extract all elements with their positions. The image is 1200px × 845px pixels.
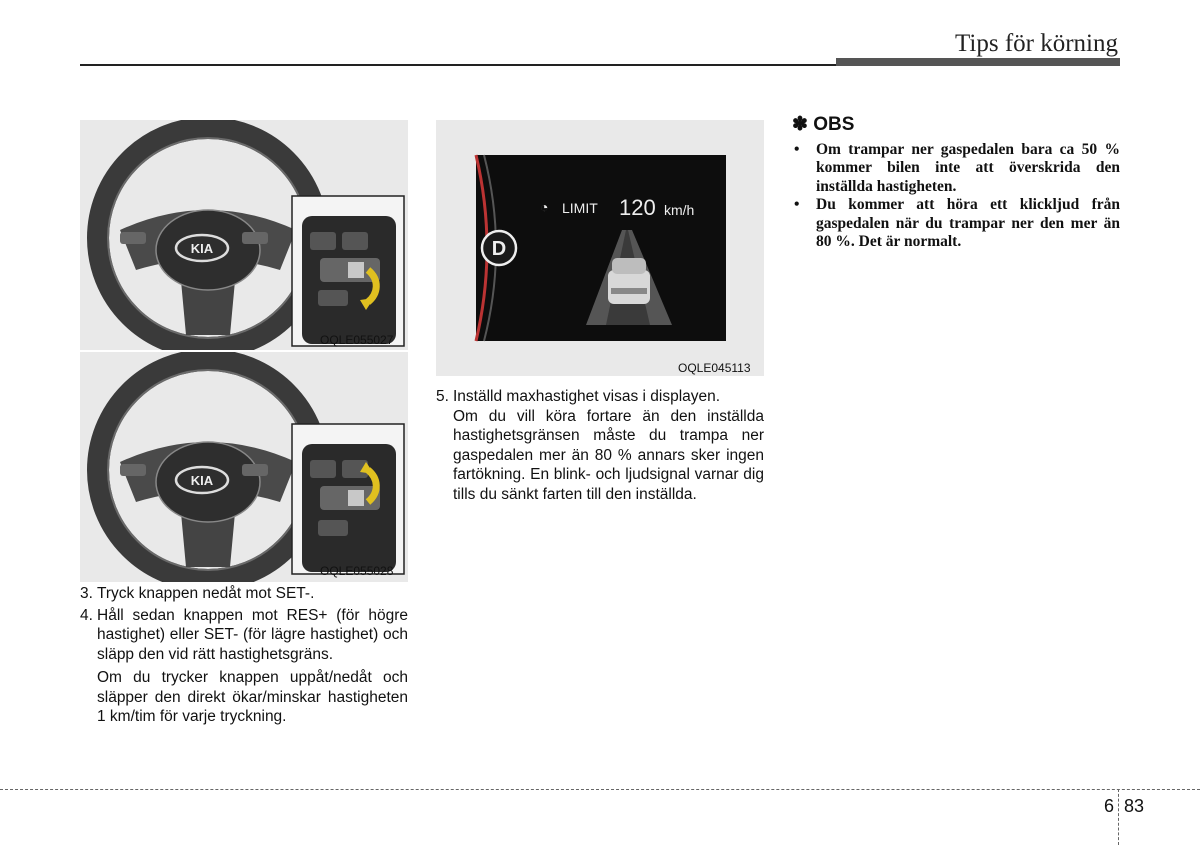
kia-logo-text: KIA bbox=[190, 473, 214, 488]
kia-logo-text: KIA bbox=[190, 241, 214, 256]
cluster-display-figure bbox=[436, 120, 764, 376]
header-title: Tips för körning bbox=[955, 30, 1118, 57]
figure-code-3: OQLE045113 bbox=[678, 361, 751, 375]
left-paragraph: Om du trycker knappen uppåt/nedåt och släpper den direkt ökar/minskar hastigheten 1 km/tim för varje tryckning. bbox=[97, 669, 408, 725]
page-number: 83 bbox=[1124, 796, 1145, 816]
speed-unit: km/h bbox=[664, 202, 695, 218]
speedometer-icon: ◔ bbox=[540, 199, 549, 215]
speed-value: 120 bbox=[619, 195, 656, 220]
middle-paragraph: Om du vill köra fortare än den inställda hastighetsgränsen måste du trampa ner gaspedalen mer än 80 % annars sker ingen fartökning. En blink- och ljudsignal varnar dig tills du sänkt farten till den inställda. bbox=[453, 407, 764, 503]
figure-code-2: OQLE055028 bbox=[320, 564, 394, 578]
step-4: 4. Håll sedan knappen mot RES+ (för högre hastighet) eller SET- (för lägre hastighet) och släpp den vid rätt hastighetsgräns. bbox=[80, 606, 408, 663]
gear-indicator: D bbox=[491, 238, 507, 260]
header-rule bbox=[80, 64, 836, 66]
left-column-text bbox=[80, 584, 408, 727]
note-title: ✽ OBS bbox=[792, 114, 855, 135]
step-5: 5. Inställd maxhastighet visas i displayen. bbox=[436, 388, 721, 405]
note-box bbox=[792, 116, 1120, 252]
figure-code-1: OQLE055027 bbox=[320, 333, 394, 347]
bullet-icon: • bbox=[794, 140, 800, 158]
note-bullet-1: • Om trampar ner gaspedalen bara ca 50 % kommer bilen inte att överskrida den inställda hastigheten. bbox=[794, 140, 1120, 195]
footer-dashed-rule bbox=[0, 789, 1200, 790]
step-3: 3. Tryck knappen nedåt mot SET-. bbox=[80, 585, 315, 602]
header-bar bbox=[836, 58, 1120, 66]
note-bullet-2: • Du kommer att höra ett klickljud från gaspedalen när du trampar ner den mer än 80 %. Det är normalt. bbox=[794, 196, 1120, 250]
section-number: 6 bbox=[1104, 796, 1115, 816]
limit-label: LIMIT bbox=[562, 200, 598, 216]
bullet-icon: • bbox=[794, 196, 800, 213]
steering-wheel-figure-down bbox=[80, 120, 408, 350]
steering-wheel-figure-up bbox=[80, 352, 408, 582]
footer-dashed-divider bbox=[1118, 789, 1119, 845]
middle-column-text bbox=[436, 387, 764, 504]
